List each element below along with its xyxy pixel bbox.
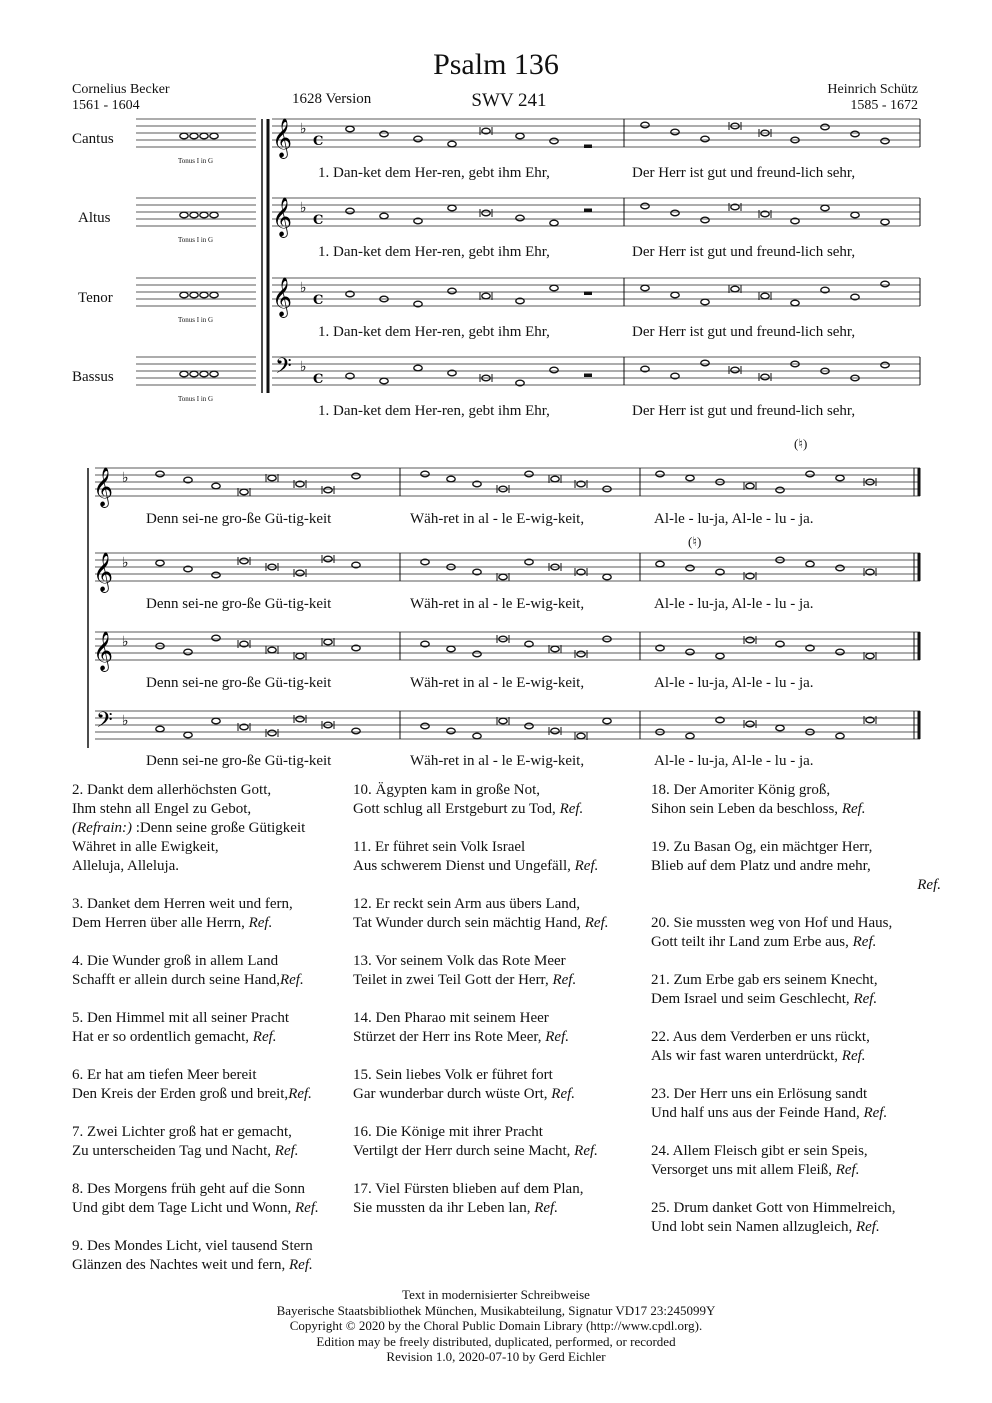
- rest: [584, 145, 592, 149]
- verse-line: 17. Viel Fürsten blieben auf dem Plan,: [353, 1181, 584, 1197]
- time-signature-icon: C: [313, 372, 324, 387]
- verse: [651, 781, 941, 819]
- note: [641, 122, 649, 128]
- note: [156, 471, 164, 477]
- lyric-s1-altus-a: 1. Dan-ket dem Her-ren, gebt ihm Ehr,: [318, 244, 550, 260]
- note: [551, 728, 559, 734]
- note: [184, 649, 192, 655]
- verse: [353, 1009, 643, 1047]
- note: [352, 473, 360, 479]
- note: [324, 639, 332, 645]
- note: [448, 205, 456, 211]
- verse: [353, 1123, 643, 1161]
- note: [380, 131, 388, 137]
- poet-dates: 1561 - 1604: [72, 98, 140, 113]
- verse-line: (Refrain:) :Denn seine große Gütigkeit: [72, 820, 306, 836]
- verse-line: Und lobt sein Namen allzugleich, Ref.: [651, 1219, 880, 1235]
- verse-line: Hat er so ordentlich gemacht, Ref.: [72, 1029, 277, 1045]
- flat-icon: ♭: [122, 634, 129, 650]
- treble-clef-icon: 𝄞: [272, 277, 293, 317]
- note: [686, 733, 694, 739]
- verse-line: 13. Vor seinem Volk das Rote Meer: [353, 953, 566, 969]
- verse-line: 11. Er führet sein Volk Israel: [353, 839, 526, 855]
- poet-name: Cornelius Becker: [72, 82, 170, 97]
- composer-dates: 1585 - 1672: [850, 98, 918, 113]
- note: [881, 138, 889, 144]
- verse-line: Und half uns aus der Feinde Hand, Ref.: [651, 1105, 888, 1121]
- note: [746, 721, 754, 727]
- verse-line: 3. Danket dem Herren weit und fern,: [72, 896, 293, 912]
- flat-icon: ♭: [300, 121, 307, 137]
- treble-clef-icon: 𝄞: [272, 118, 293, 158]
- note: [701, 217, 709, 223]
- verse: [353, 1180, 643, 1218]
- lyric-s2-bassus-b: Wäh-ret in al - le E-wig-keit,: [410, 753, 585, 769]
- verse-line: 23. Der Herr uns ein Erlösung sandt: [651, 1086, 868, 1102]
- verse-line: 14. Den Pharao mit seinem Heer: [353, 1010, 549, 1026]
- note: [421, 723, 429, 729]
- note: [851, 212, 859, 218]
- composer-name: Heinrich Schütz: [827, 82, 918, 97]
- note: [671, 292, 679, 298]
- time-signature-icon: C: [313, 293, 324, 308]
- lyric-s2-tenor-a: Denn sei-ne gro-ße Gü-tig-keit: [146, 675, 332, 691]
- verse: [651, 838, 941, 895]
- note: [482, 210, 490, 216]
- note: [577, 651, 585, 657]
- note: [701, 299, 709, 305]
- verse-line: Glänzen des Nachtes weit und fern, Ref.: [72, 1257, 313, 1273]
- note: [184, 732, 192, 738]
- voice-name-bassus: Bassus: [72, 369, 114, 385]
- editorial-natural-cantus: (♮): [794, 436, 808, 451]
- note: [836, 475, 844, 481]
- lyric-s2-altus-b: Wäh-ret in al - le E-wig-keit,: [410, 596, 585, 612]
- verse-line: Dem Herren über alle Herrn, Ref.: [72, 915, 273, 931]
- treble-clef-icon: 𝄞: [93, 552, 114, 592]
- lyric-s1-bassus-b: Der Herr ist gut und freund-lich sehr,: [632, 403, 856, 419]
- footer-line: Bayerische Staatsbibliothek München, Musikabteilung, Signatur VD17 23:245099Y: [276, 1302, 716, 1318]
- note: [296, 570, 304, 576]
- verse: [353, 952, 643, 990]
- note: [414, 136, 422, 142]
- note: [156, 726, 164, 732]
- verse-line: Zu unterscheiden Tag und Nacht, Ref.: [72, 1143, 299, 1159]
- note: [550, 367, 558, 373]
- voice-name-altus: Altus: [78, 210, 111, 226]
- verse-line: Vertilgt der Herr durch seine Macht, Ref.: [353, 1143, 598, 1159]
- verse-line: Teilet in zwei Teil Gott der Herr, Ref.: [353, 972, 577, 988]
- note: [577, 733, 585, 739]
- verse-line: Aus schwerem Dienst und Ungefäll, Ref.: [353, 858, 599, 874]
- verse-line: 19. Zu Basan Og, ein mächtger Herr,: [651, 839, 873, 855]
- verse: [72, 1066, 362, 1104]
- treble-clef-icon: 𝄞: [93, 631, 114, 671]
- note: [550, 220, 558, 226]
- note: [212, 572, 220, 578]
- note: [821, 205, 829, 211]
- verse-line: Ihm stehn all Engel zu Gebot,: [72, 801, 252, 817]
- incipit-label-cantus: Tonus I in G: [178, 157, 214, 165]
- note: [190, 371, 198, 377]
- incipit-label-tenor: Tonus I in G: [178, 316, 214, 324]
- flat-icon: ♭: [122, 555, 129, 571]
- note: [296, 716, 304, 722]
- note: [473, 651, 481, 657]
- verse: [72, 1237, 362, 1275]
- note: [603, 574, 611, 580]
- note: [448, 288, 456, 294]
- note: [200, 292, 208, 298]
- note: [190, 212, 198, 218]
- flat-icon: ♭: [300, 200, 307, 216]
- note: [447, 728, 455, 734]
- footer-line: Text in modernisierter Schreibweise: [402, 1287, 590, 1302]
- note: [447, 476, 455, 482]
- note: [200, 212, 208, 218]
- verse-line: Gar wunderbar durch wüste Ort, Ref.: [353, 1086, 576, 1102]
- note: [180, 371, 188, 377]
- lyric-s2-tenor-c: Al-le - lu-ja, Al-le - lu - ja.: [654, 675, 814, 691]
- footer-line: Revision 1.0, 2020-07-10 by Gerd Eichler: [386, 1349, 606, 1364]
- verse-line: 4. Die Wunder groß in allem Land: [72, 953, 279, 969]
- note: [268, 475, 276, 481]
- note: [448, 141, 456, 147]
- flat-icon: ♭: [300, 280, 307, 296]
- verse: [651, 971, 941, 1009]
- note: [881, 281, 889, 287]
- note: [210, 371, 218, 377]
- note: [296, 653, 304, 659]
- note: [200, 133, 208, 139]
- note: [180, 133, 188, 139]
- lyric-s1-cantus-b: Der Herr ist gut und freund-lich sehr,: [632, 165, 856, 181]
- note: [473, 733, 481, 739]
- note: [525, 723, 533, 729]
- flat-icon: ♭: [300, 359, 307, 375]
- note: [806, 471, 814, 477]
- note: [656, 561, 664, 567]
- verse-line: Gott schlug all Erstgeburt zu Tod, Ref.: [353, 801, 584, 817]
- verse: [651, 1142, 941, 1180]
- lyric-s2-bassus-c: Al-le - lu-ja, Al-le - lu - ja.: [654, 753, 814, 769]
- rest: [584, 374, 592, 378]
- note: [836, 565, 844, 571]
- flat-icon: ♭: [122, 470, 129, 486]
- note: [212, 635, 220, 641]
- note: [156, 560, 164, 566]
- note: [866, 653, 874, 659]
- bass-clef-icon: 𝄢: [96, 708, 113, 738]
- lyric-s2-cantus-c: Al-le - lu-ja, Al-le - lu - ja.: [654, 511, 814, 527]
- verse-line: Blieb auf dem Platz und andre mehr,: [651, 858, 871, 874]
- verse-line: 21. Zum Erbe gab ers seinem Knecht,: [651, 972, 878, 988]
- verse-line: 9. Des Mondes Licht, viel tausend Stern: [72, 1238, 313, 1254]
- note: [656, 471, 664, 477]
- note: [210, 133, 218, 139]
- note: [731, 367, 739, 373]
- note: [641, 285, 649, 291]
- verse-line: Gott teilt ihr Land zum Erbe aus, Ref.: [651, 934, 877, 950]
- lyric-s1-bassus-a: 1. Dan-ket dem Her-ren, gebt ihm Ehr,: [318, 403, 550, 419]
- verse-line: 24. Allem Fleisch gibt er sein Speis,: [651, 1143, 868, 1159]
- note: [346, 208, 354, 214]
- note: [210, 292, 218, 298]
- note: [380, 213, 388, 219]
- note: [701, 136, 709, 142]
- lyric-s1-tenor-a: 1. Dan-ket dem Her-ren, gebt ihm Ehr,: [318, 324, 550, 340]
- verse-line: Als wir fast waren unterdrückt, Ref.: [651, 1048, 866, 1064]
- note: [791, 300, 799, 306]
- flat-icon: ♭: [122, 713, 129, 729]
- verse-line: 10. Ägypten kam in große Not,: [353, 782, 541, 798]
- lyric-s2-cantus-a: Denn sei-ne gro-ße Gü-tig-keit: [146, 511, 332, 527]
- note: [716, 653, 724, 659]
- note: [603, 718, 611, 724]
- verse-line: 8. Des Morgens früh geht auf die Sonn: [72, 1181, 306, 1197]
- note: [499, 718, 507, 724]
- verse: [651, 1028, 941, 1066]
- verse-line: 20. Sie mussten weg von Hof und Haus,: [651, 915, 893, 931]
- rest: [584, 209, 592, 213]
- verse: [353, 781, 643, 819]
- note: [686, 475, 694, 481]
- verse-line: Sie mussten da ihr Leben lan, Ref.: [353, 1200, 558, 1216]
- note: [551, 646, 559, 652]
- verse-line: 2. Dankt dem allerhöchsten Gott,: [72, 782, 272, 798]
- lyric-s1-tenor-b: Der Herr ist gut und freund-lich sehr,: [632, 324, 856, 340]
- note: [268, 730, 276, 736]
- note: [190, 133, 198, 139]
- rest: [584, 292, 592, 296]
- voice-name-tenor: Tenor: [78, 290, 113, 306]
- verse-line: 25. Drum danket Gott von Himmelreich,: [651, 1200, 896, 1216]
- verse-column-2: [353, 781, 643, 1237]
- note: [212, 718, 220, 724]
- note: [550, 285, 558, 291]
- note: [671, 129, 679, 135]
- verse: [353, 1066, 643, 1104]
- note: [499, 574, 507, 580]
- note: [881, 219, 889, 225]
- footer-line: Edition may be freely distributed, duplicated, performed, or recorded: [316, 1333, 676, 1349]
- note: [240, 558, 248, 564]
- voice-name-cantus: Cantus: [72, 131, 114, 147]
- verse-line: Dem Israel und seim Geschlecht, Ref.: [651, 991, 878, 1007]
- note: [881, 362, 889, 368]
- verse-line: Versorget uns mit allem Fleiß, Ref.: [651, 1162, 860, 1178]
- verse-line: Den Kreis der Erden groß und breit,Ref.: [72, 1086, 312, 1102]
- verse-column-1: [72, 781, 362, 1294]
- verse-line: 18. Der Amoriter König groß,: [651, 782, 831, 798]
- verse: [72, 1009, 362, 1047]
- note: [346, 126, 354, 132]
- note: [686, 565, 694, 571]
- lyric-s2-tenor-b: Wäh-ret in al - le E-wig-keit,: [410, 675, 585, 691]
- note: [671, 210, 679, 216]
- verse: [72, 1123, 362, 1161]
- verse: [353, 895, 643, 933]
- note: [324, 487, 332, 493]
- verse: [72, 952, 362, 990]
- note: [550, 138, 558, 144]
- editorial-natural-altus: (♮): [688, 534, 702, 549]
- note: [212, 483, 220, 489]
- note: [421, 471, 429, 477]
- lyric-s2-altus-c: Al-le - lu-ja, Al-le - lu - ja.: [654, 596, 814, 612]
- verse-line: Und gibt dem Tage Licht und Wonn, Ref.: [72, 1200, 319, 1216]
- verse: [651, 1199, 941, 1237]
- note: [551, 476, 559, 482]
- verse-line: 15. Sein liebes Volk er führet fort: [353, 1067, 553, 1083]
- bass-clef-icon: 𝄢: [275, 354, 292, 384]
- page-title: Psalm 136: [433, 48, 559, 81]
- note: [200, 371, 208, 377]
- note: [641, 203, 649, 209]
- verse: [72, 1180, 362, 1218]
- verse-line: 22. Aus dem Verderben er uns rückt,: [651, 1029, 870, 1045]
- note: [414, 365, 422, 371]
- note: [836, 649, 844, 655]
- treble-clef-icon: 𝄞: [93, 467, 114, 507]
- version-label: 1628 Version: [292, 91, 372, 107]
- note: [180, 292, 188, 298]
- note: [525, 471, 533, 477]
- note: [268, 647, 276, 653]
- verse-column-3: [651, 781, 941, 1256]
- note: [447, 646, 455, 652]
- verse-line: Schafft er allein durch seine Hand,Ref.: [72, 972, 304, 988]
- note: [180, 212, 188, 218]
- catalog-number: SWV 241: [471, 90, 547, 111]
- note: [761, 374, 769, 380]
- incipit-label-bassus: Tonus I in G: [178, 395, 214, 403]
- verse: [353, 838, 643, 876]
- lyric-s1-altus-b: Der Herr ist gut und freund-lich sehr,: [632, 244, 856, 260]
- verse-line: Währet in alle Ewigkeit,: [72, 839, 219, 855]
- time-signature-icon: C: [313, 213, 324, 228]
- note: [806, 561, 814, 567]
- lyric-s1-cantus-a: 1. Dan-ket dem Her-ren, gebt ihm Ehr,: [318, 165, 550, 181]
- note: [210, 212, 218, 218]
- note: [516, 133, 524, 139]
- verse: [72, 895, 362, 933]
- verse: [651, 914, 941, 952]
- note: [686, 649, 694, 655]
- verse-line: 5. Den Himmel mit all seiner Pracht: [72, 1010, 290, 1026]
- verse-line: 12. Er reckt sein Arm aus übers Land,: [353, 896, 581, 912]
- note: [240, 489, 248, 495]
- note: [746, 637, 754, 643]
- verse-line: Stürzet der Herr ins Rote Meer, Ref.: [353, 1029, 570, 1045]
- verse-line: Ref.: [917, 877, 941, 893]
- note: [851, 131, 859, 137]
- verse: [72, 781, 362, 876]
- note: [701, 360, 709, 366]
- note: [190, 292, 198, 298]
- lyric-s2-altus-a: Denn sei-ne gro-ße Gü-tig-keit: [146, 596, 332, 612]
- note: [380, 378, 388, 384]
- note: [482, 293, 490, 299]
- time-signature-icon: C: [313, 134, 324, 149]
- verse-line: Alleluja, Alleluja.: [72, 858, 180, 874]
- note: [516, 215, 524, 221]
- footer-line: Copyright © 2020 by the Choral Public Domain Library (http://www.cpdl.org).: [289, 1318, 703, 1333]
- lyric-s2-bassus-a: Denn sei-ne gro-ße Gü-tig-keit: [146, 753, 332, 769]
- verse-line: 16. Die Könige mit ihrer Pracht: [353, 1124, 543, 1140]
- note: [324, 556, 332, 562]
- note: [731, 286, 739, 292]
- verse-line: 6. Er hat am tiefen Meer bereit: [72, 1067, 257, 1083]
- note: [776, 487, 784, 493]
- verse-line: Sihon sein Leben da beschloss, Ref.: [651, 801, 866, 817]
- note: [352, 728, 360, 734]
- note: [821, 124, 829, 130]
- note: [836, 733, 844, 739]
- note: [761, 293, 769, 299]
- verse: [651, 1085, 941, 1123]
- verse-line: Tat Wunder durch sein mächtig Hand, Ref.: [353, 915, 609, 931]
- lyric-s2-cantus-b: Wäh-ret in al - le E-wig-keit,: [410, 511, 585, 527]
- incipit-label-altus: Tonus I in G: [178, 236, 214, 244]
- verse-line: 7. Zwei Lichter groß hat er gemacht,: [72, 1124, 292, 1140]
- note: [776, 725, 784, 731]
- note: [746, 483, 754, 489]
- treble-clef-icon: 𝄞: [272, 197, 293, 237]
- footer: [0, 1287, 992, 1365]
